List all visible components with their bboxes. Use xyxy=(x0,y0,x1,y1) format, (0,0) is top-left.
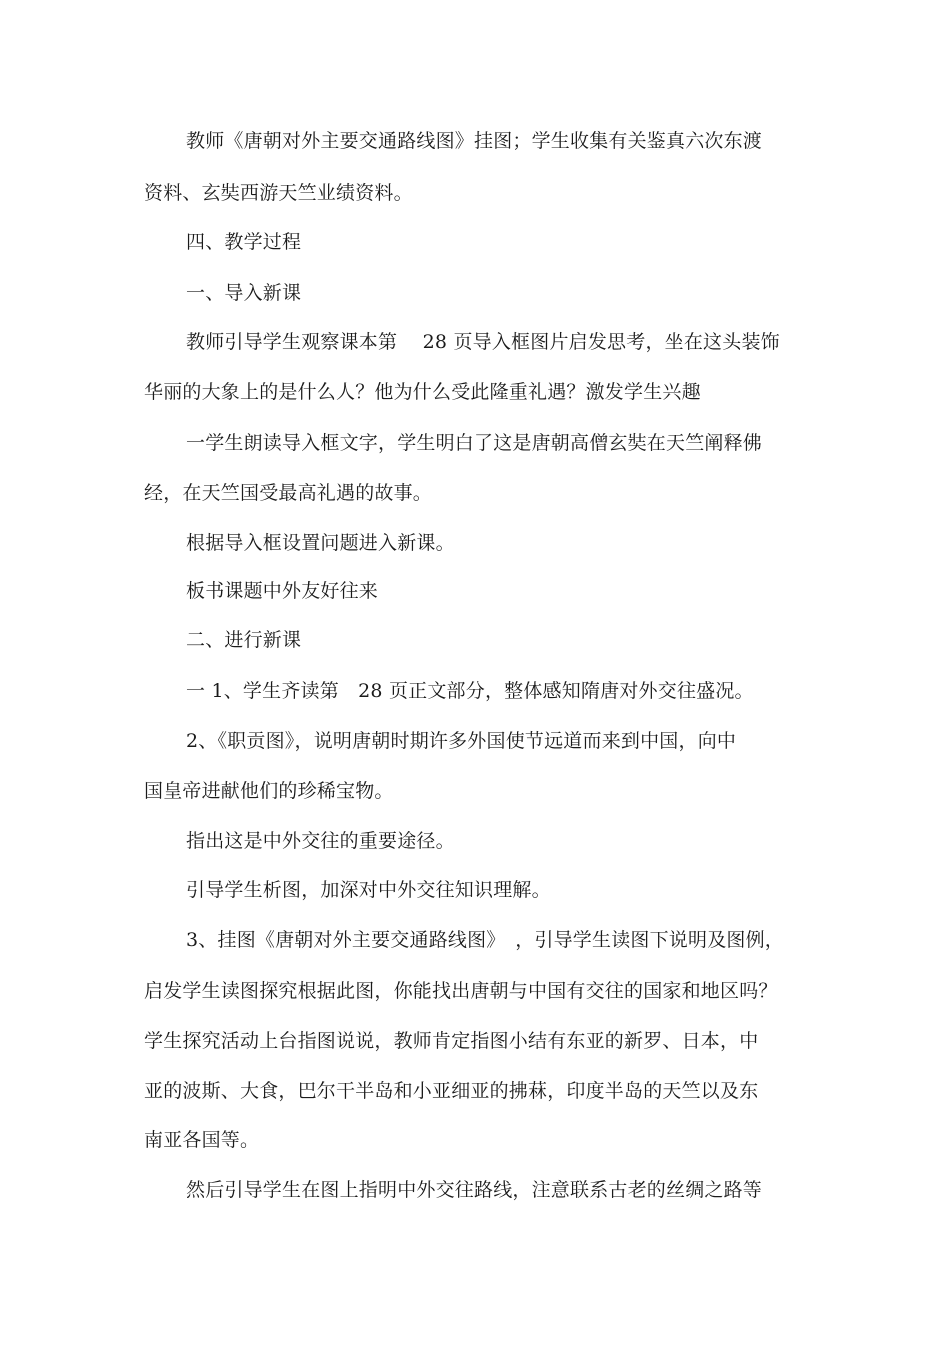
paragraph-line: 一学生朗读导入框文字，学生明白了这是唐朝高僧玄奘在天竺阐释佛 xyxy=(186,432,763,454)
paragraph-line: 2、《职贡图》，说明唐朝时期许多外国使节远道而来到中国，向中 xyxy=(186,730,737,752)
paragraph-line: 教师《唐朝对外主要交通路线图》挂图；学生收集有关鉴真六次东渡 xyxy=(186,130,763,152)
paragraph-line: 3、挂图《唐朝对外主要交通路线图》 ，引导学生读图下说明及图例， xyxy=(186,929,784,951)
paragraph-line: 南亚各国等。 xyxy=(144,1129,260,1151)
paragraph-line: 经，在天竺国受最高礼遇的故事。 xyxy=(144,482,433,504)
paragraph-line: 亚的波斯、大食，巴尔干半岛和小亚细亚的拂菻，印度半岛的天竺以及东 xyxy=(144,1080,759,1102)
paragraph-line: 指出这是中外交往的重要途径。 xyxy=(186,830,455,852)
paragraph-line: 一 1、学生齐读第 28 页正文部分，整体感知隋唐对外交往盛况。 xyxy=(186,680,754,702)
section-heading: 一、导入新课 xyxy=(186,282,302,304)
paragraph-line: 学生探究活动上台指图说说，教师肯定指图小结有东亚的新罗、日本，中 xyxy=(144,1030,759,1052)
paragraph-line: 教师引导学生观察课本第 28 页导入框图片启发思考，坐在这头装饰 xyxy=(186,331,780,353)
paragraph-line: 国皇帝进献他们的珍稀宝物。 xyxy=(144,780,394,802)
paragraph-line: 资料、玄奘西游天竺业绩资料。 xyxy=(144,182,413,204)
paragraph-line: 启发学生读图探究根据此图，你能找出唐朝与中国有交往的国家和地区吗？ xyxy=(144,980,778,1002)
section-heading: 四、教学过程 xyxy=(186,231,302,253)
paragraph-line: 华丽的大象上的是什么人？他为什么受此隆重礼遇？激发学生兴趣 xyxy=(144,381,701,403)
paragraph-line: 根据导入框设置问题进入新课。 xyxy=(186,532,455,554)
section-heading: 二、进行新课 xyxy=(186,629,302,651)
paragraph-line: 板书课题中外友好往来 xyxy=(186,580,379,602)
paragraph-line: 然后引导学生在图上指明中外交往路线，注意联系古老的丝绸之路等 xyxy=(186,1179,763,1201)
paragraph-line: 引导学生析图，加深对中外交往知识理解。 xyxy=(186,879,551,901)
